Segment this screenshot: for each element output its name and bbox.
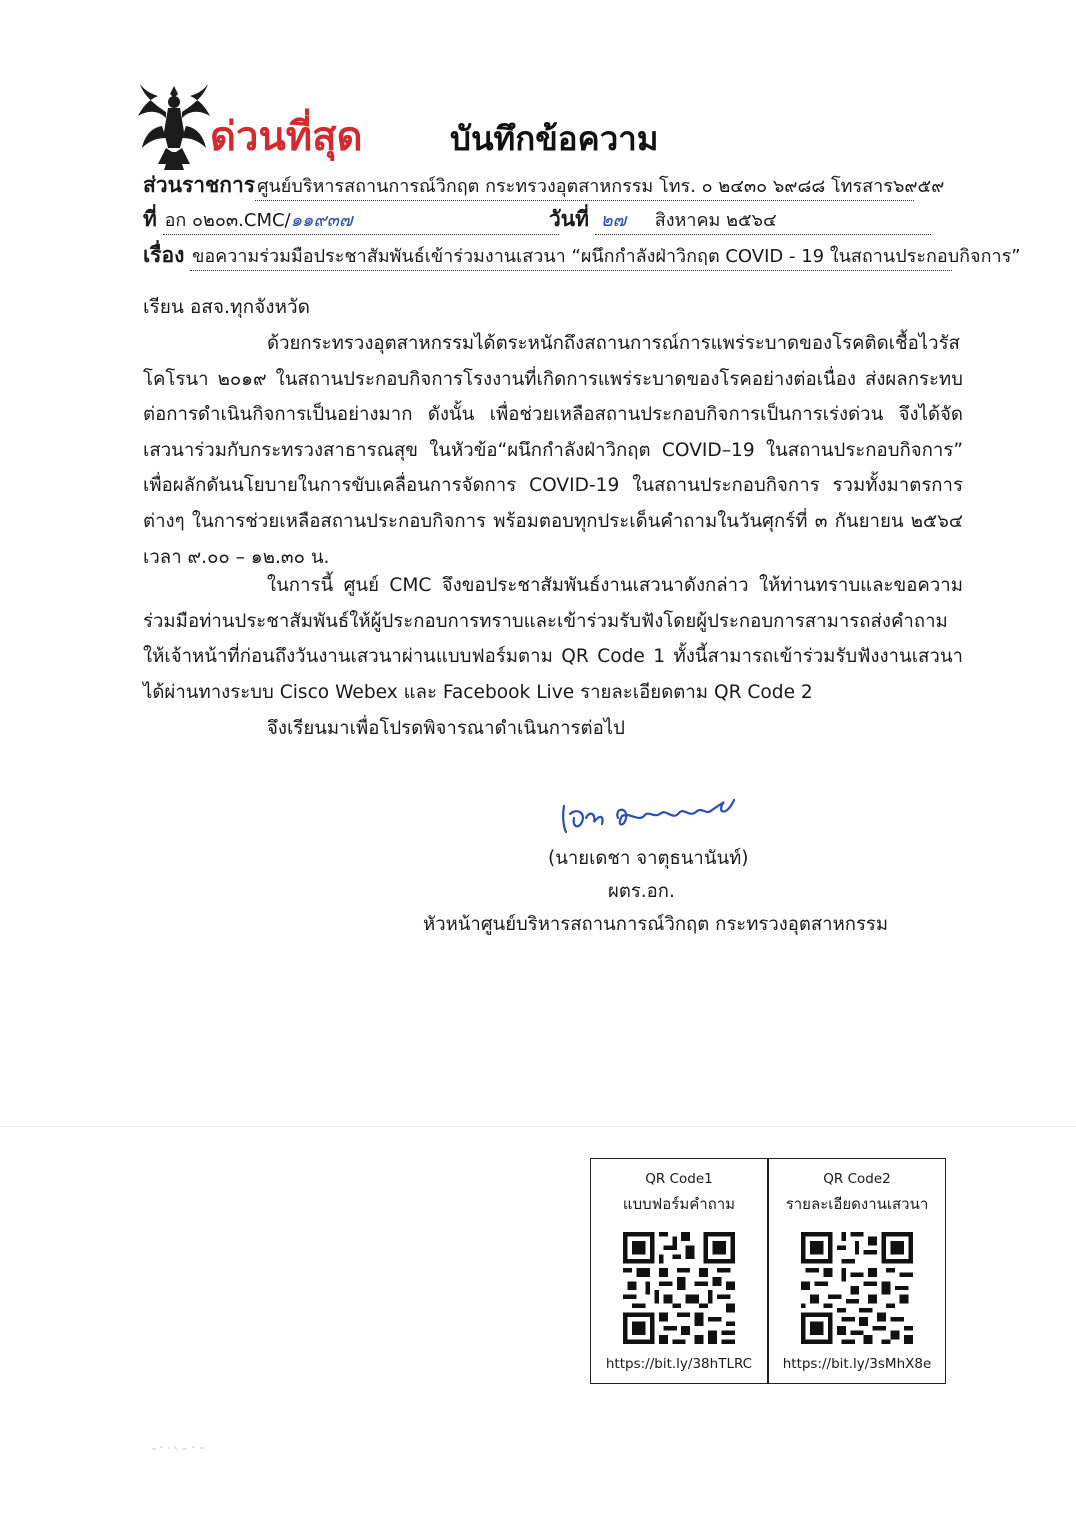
signatory-name: (นายเดชา จาตุธนานันท์) [548,848,749,869]
qr-code-icon[interactable] [801,1232,913,1344]
qr-code-icon[interactable] [623,1232,735,1344]
qr-cell-question-form [591,1159,767,1383]
body-paragraph-2: ในการนี้ ศูนย์ CMC จึงขอประชาสัมพันธ์งานเสวนาดังกล่าว ให้ท่านทราบและขอความร่วมมือท่านประชาสัมพันธ์ให้ผู้ประกอบการทราบและเข้าร่วมรับฟังโดยผู้ประกอบการสามารถส่งคำถามให้เจ้าหน้าที่ก่อนถึงวันงานเสวนาผ่านแบบฟอร์มตาม QR Code 1 ทั้งนี้สามารถเข้าร่วมรับฟังงานเสวนาได้ผ่านทางระบบ Cisco Webex และ Facebook Live รายละเอียดตาม QR Code 2 [143,575,963,703]
signatory-position: ผตร.อก. [608,881,675,902]
agency-value: ศูนย์บริหารสถานการณ์วิกฤต กระทรวงอุตสาหกรรม โทร. ๐ ๒๔๓๐ ๖๙๘๘ โทรสาร๖๙๕๙ [255,174,914,201]
subject-label: เรื่อง [143,243,185,267]
subject-value: ขอความร่วมมือประชาสัมพันธ์เข้าร่วมงานเสวนา “ผนึกกำลังฝ่าวิกฤต COVID - 19 ในสถานประกอบกิจการ” [190,244,952,271]
qr-description: รายละเอียดงานเสวนา [785,1195,929,1213]
subject-field [143,242,1021,271]
document-number-field [143,206,559,235]
handwritten-signature [556,788,746,836]
body-paragraph-1: ด้วยกระทรวงอุตสาหกรรมได้ตระหนักถึงสถานการณ์การแพร่ระบาดของโรคติดเชื้อไวรัสโคโรนา ๒๐๑๙ ในสถานประกอบกิจการโรงงานที่เกิดการแพร่ระบาดของโรคอย่างต่อเนื่อง ส่งผลกระทบต่อการดำเนินกิจการเป็นอย่างมาก ดังนั้น เพื่อช่วยเหลือสถานประกอบกิจการเป็นการเร่งด่วน จึงได้จัดเสวนาร่วมกับกระทรวงสาธารณสุข ในหัวข้อ“ผนึกกำลังฝ่าวิกฤต COVID–19 ในสถานประกอบกิจการ” เพื่อผลักดันนโยบายในการขับเคลื่อนการจัดการ COVID-19 ในสถานประกอบกิจการ รวมทั้งมาตรการต่างๆ ในการช่วยเหลือสถานประกอบกิจการ พร้อมตอบทุกประเด็นคำถามในวันศุกร์ที่ ๓ กันยายน ๒๕๖๔ เวลา ๙.๐๐ – ๑๒.๓๐ น. [143,333,963,568]
number-handwritten: ๑๑๙๓๗ [290,210,353,231]
qr-description: แบบฟอร์มคำถาม [622,1195,736,1213]
date-month-year: สิงหาคม ๒๕๖๔ [654,210,777,231]
number-value [163,208,559,235]
salutation: เรียน อสจ.ทุกจังหวัด [143,296,311,318]
qr-label: QR Code2 [823,1171,891,1187]
signatory-unit: หัวหน้าศูนย์บริหารสถานการณ์วิกฤต กระทรวงอุตสาหกรรม [423,914,889,935]
garuda-emblem-icon [136,82,212,174]
qr-label: QR Code1 [645,1171,713,1187]
qr-cell-event-details [769,1159,945,1383]
date-field [549,206,931,235]
urgency-stamp: ด่วนที่สุด [210,114,363,160]
body-paragraph-3: จึงเรียนมาเพื่อโปรดพิจารณาดำเนินการต่อไป [267,718,625,739]
agency-field [143,172,961,201]
qr-url[interactable]: https://bit.ly/3sMhX8e [782,1356,932,1372]
date-label: วันที่ [549,207,589,231]
qr-url[interactable]: https://bit.ly/38hTLRC [605,1356,753,1372]
faint-stamp-mark [150,1441,210,1453]
qr-code-panel [590,1158,946,1384]
fold-divider [0,1126,1076,1127]
date-value [595,208,931,235]
number-printed: อก ๐๒๐๓.CMC/ [164,210,291,231]
date-day: ๒๗ [600,210,627,231]
number-label: ที่ [143,207,157,231]
agency-label: ส่วนราชการ [143,173,256,197]
document-title: บันทึกข้อความ [450,119,659,158]
